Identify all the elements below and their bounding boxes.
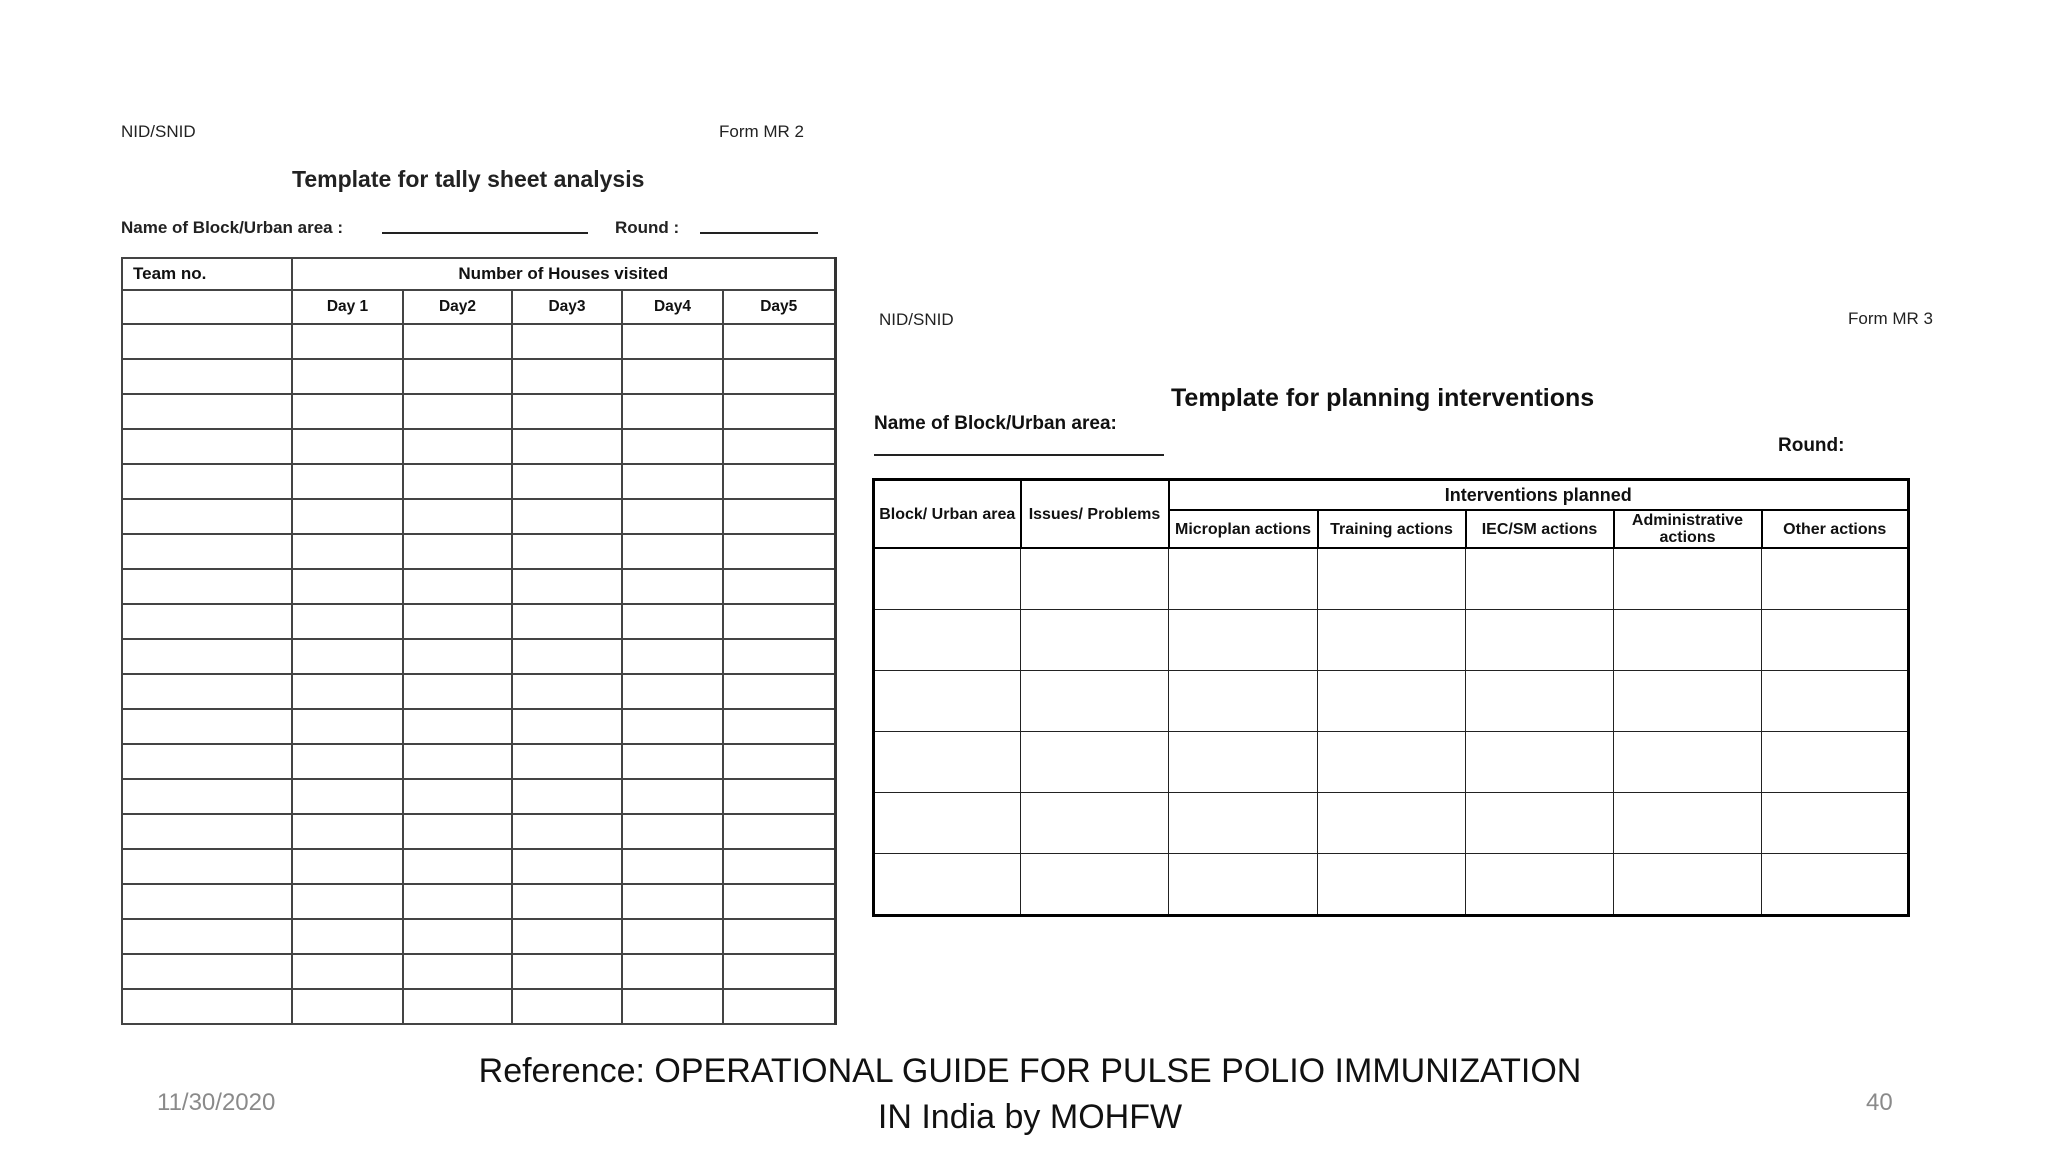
table-cell: [1762, 671, 1909, 732]
table-cell: [403, 989, 512, 1024]
col-block-urban: Block/ Urban area: [874, 480, 1021, 549]
mr2-title: Template for tally sheet analysis: [292, 166, 645, 192]
table-row: [874, 732, 1909, 793]
table-cell: [622, 884, 723, 919]
table-cell: [122, 639, 292, 674]
table-cell: [1021, 793, 1169, 854]
table-cell: [723, 709, 835, 744]
table-cell: [723, 814, 835, 849]
table-cell: [874, 671, 1021, 732]
col-interventions-planned: Interventions planned: [1169, 480, 1909, 511]
table-cell: [723, 674, 835, 709]
table-cell: [1466, 548, 1614, 610]
table-cell: [622, 639, 723, 674]
table-cell: [1021, 854, 1169, 916]
table-cell: [622, 744, 723, 779]
table-cell: [292, 464, 403, 499]
table-cell: [723, 884, 835, 919]
table-row: [122, 604, 835, 639]
table-cell: [292, 919, 403, 954]
table-row: [122, 464, 835, 499]
tally-sheet-table: [121, 257, 837, 1025]
table-cell: [512, 849, 622, 884]
table-cell: [403, 429, 512, 464]
table-cell: [1021, 610, 1169, 671]
table-row: [874, 610, 1909, 671]
table-cell: [403, 499, 512, 534]
table-cell: [403, 639, 512, 674]
table-cell: [622, 709, 723, 744]
table-cell: [403, 884, 512, 919]
col-houses-visited: Number of Houses visited: [292, 258, 835, 290]
col-administrative: Administrative actions: [1614, 510, 1762, 548]
table-cell: [723, 849, 835, 884]
table-cell: [723, 499, 835, 534]
table-cell: [874, 793, 1021, 854]
table-cell: [512, 744, 622, 779]
table-cell: [1466, 854, 1614, 916]
table-cell: [723, 464, 835, 499]
table-row: [122, 639, 835, 674]
col-team-no: Team no.: [122, 258, 292, 290]
table-row: [874, 671, 1909, 732]
mr3-header-left: NID/SNID: [879, 310, 954, 329]
table-cell: [1466, 793, 1614, 854]
table-cell: [622, 569, 723, 604]
table-cell: [1021, 671, 1169, 732]
mr2-round-label: Round :: [615, 218, 680, 237]
table-cell: [1614, 793, 1762, 854]
table-cell: [403, 534, 512, 569]
table-row: [122, 499, 835, 534]
table-cell: [723, 394, 835, 429]
table-cell: [122, 429, 292, 464]
planning-interventions-table: [872, 478, 1910, 917]
mr2-header-right: Form MR 2: [719, 122, 804, 141]
table-row: [122, 814, 835, 849]
table-cell: [1466, 610, 1614, 671]
table-cell: [403, 569, 512, 604]
table-cell: [403, 954, 512, 989]
table-cell: [512, 989, 622, 1024]
table-row: [122, 744, 835, 779]
table-cell: [622, 394, 723, 429]
tally-rows: [122, 324, 835, 1024]
table-cell: [1318, 671, 1466, 732]
table-cell: [122, 534, 292, 569]
table-cell: [403, 919, 512, 954]
table-cell: [403, 849, 512, 884]
table-cell: [1318, 610, 1466, 671]
col-team-blank: [122, 290, 292, 324]
table-cell: [292, 604, 403, 639]
table-cell: [122, 569, 292, 604]
table-cell: [122, 499, 292, 534]
table-cell: [122, 744, 292, 779]
table-cell: [1021, 548, 1169, 610]
table-cell: [512, 639, 622, 674]
col-issues: Issues/ Problems: [1021, 480, 1169, 549]
table-cell: [1762, 793, 1909, 854]
table-row: [122, 849, 835, 884]
table-row: [122, 534, 835, 569]
reference-line-2: IN India by MOHFW: [877, 1098, 1183, 1136]
table-cell: [512, 919, 622, 954]
table-cell: [723, 324, 835, 359]
table-cell: [122, 604, 292, 639]
table-cell: [1466, 671, 1614, 732]
table-row: [122, 989, 835, 1024]
table-cell: [1614, 854, 1762, 916]
table-cell: [622, 919, 723, 954]
col-day1: Day 1: [292, 290, 403, 324]
table-cell: [122, 779, 292, 814]
table-cell: [1021, 732, 1169, 793]
mr2-round-line: [700, 232, 818, 234]
table-cell: [512, 954, 622, 989]
table-cell: [122, 359, 292, 394]
table-cell: [1169, 854, 1318, 916]
table-cell: [122, 674, 292, 709]
table-row: [874, 793, 1909, 854]
table-cell: [1614, 732, 1762, 793]
table-cell: [403, 814, 512, 849]
table-row: [122, 394, 835, 429]
table-cell: [723, 429, 835, 464]
mr3-title: Template for planning interventions: [1171, 384, 1595, 412]
table-cell: [122, 394, 292, 429]
table-cell: [622, 464, 723, 499]
table-row: [122, 359, 835, 394]
table-cell: [1762, 854, 1909, 916]
table-cell: [1614, 548, 1762, 610]
table-cell: [292, 324, 403, 359]
table-cell: [622, 359, 723, 394]
table-cell: [122, 324, 292, 359]
table-cell: [292, 429, 403, 464]
table-cell: [723, 604, 835, 639]
col-day2: Day2: [403, 290, 512, 324]
table-cell: [403, 464, 512, 499]
table-row: [122, 429, 835, 464]
table-row: [122, 674, 835, 709]
table-cell: [292, 884, 403, 919]
col-day3: Day3: [512, 290, 622, 324]
slide-date: 11/30/2020: [157, 1089, 276, 1116]
table-row: [122, 919, 835, 954]
table-cell: [622, 604, 723, 639]
table-cell: [292, 779, 403, 814]
table-cell: [723, 534, 835, 569]
table-cell: [1169, 548, 1318, 610]
table-cell: [512, 674, 622, 709]
table-cell: [622, 499, 723, 534]
table-cell: [1318, 793, 1466, 854]
table-cell: [512, 464, 622, 499]
table-cell: [292, 709, 403, 744]
table-cell: [622, 674, 723, 709]
table-cell: [1169, 732, 1318, 793]
mr3-name-label: Name of Block/Urban area:: [874, 413, 1117, 434]
table-cell: [1318, 732, 1466, 793]
col-day4: Day4: [622, 290, 723, 324]
table-cell: [622, 429, 723, 464]
table-cell: [1169, 671, 1318, 732]
reference-line-1: Reference: OPERATIONAL GUIDE FOR PULSE POLIO IMMUNIZATION: [478, 1052, 1582, 1090]
table-cell: [122, 709, 292, 744]
table-cell: [292, 814, 403, 849]
table-cell: [292, 674, 403, 709]
table-cell: [292, 499, 403, 534]
table-cell: [723, 569, 835, 604]
table-cell: [512, 499, 622, 534]
table-row: [122, 569, 835, 604]
table-row: [122, 954, 835, 989]
table-cell: [512, 604, 622, 639]
mr3-name-line: [874, 454, 1164, 456]
table-cell: [512, 359, 622, 394]
mr2-header-left: NID/SNID: [121, 122, 196, 141]
col-day5: Day5: [723, 290, 835, 324]
table-cell: [122, 919, 292, 954]
table-cell: [403, 604, 512, 639]
table-cell: [403, 744, 512, 779]
mr2-name-line: [382, 232, 588, 234]
slide-number: 40: [1866, 1089, 1893, 1116]
table-row: [122, 779, 835, 814]
table-cell: [403, 359, 512, 394]
table-cell: [1318, 548, 1466, 610]
table-cell: [1169, 610, 1318, 671]
table-cell: [292, 569, 403, 604]
table-cell: [122, 954, 292, 989]
table-cell: [512, 884, 622, 919]
table-cell: [122, 989, 292, 1024]
table-cell: [512, 394, 622, 429]
table-cell: [1466, 732, 1614, 793]
table-cell: [512, 709, 622, 744]
table-cell: [292, 359, 403, 394]
table-cell: [403, 674, 512, 709]
table-cell: [292, 744, 403, 779]
table-cell: [723, 744, 835, 779]
col-training: Training actions: [1318, 510, 1466, 548]
col-microplan: Microplan actions: [1169, 510, 1318, 548]
table-cell: [1614, 610, 1762, 671]
table-cell: [512, 814, 622, 849]
table-cell: [292, 989, 403, 1024]
table-cell: [723, 989, 835, 1024]
table-cell: [874, 610, 1021, 671]
table-cell: [1762, 548, 1909, 610]
table-cell: [874, 548, 1021, 610]
table-cell: [292, 639, 403, 674]
table-cell: [122, 849, 292, 884]
table-cell: [622, 534, 723, 569]
table-cell: [512, 534, 622, 569]
table-cell: [403, 324, 512, 359]
table-cell: [622, 779, 723, 814]
table-row: [122, 324, 835, 359]
table-cell: [723, 919, 835, 954]
table-cell: [403, 709, 512, 744]
table-cell: [122, 464, 292, 499]
mr2-name-label: Name of Block/Urban area :: [121, 218, 344, 237]
table-cell: [292, 394, 403, 429]
table-cell: [1169, 793, 1318, 854]
table-cell: [1318, 854, 1466, 916]
table-cell: [1762, 732, 1909, 793]
table-cell: [292, 534, 403, 569]
table-cell: [622, 324, 723, 359]
planning-rows: [874, 548, 1909, 916]
table-cell: [403, 394, 512, 429]
table-cell: [622, 849, 723, 884]
table-cell: [622, 814, 723, 849]
table-row: [122, 884, 835, 919]
table-cell: [1762, 610, 1909, 671]
col-other: Other actions: [1762, 510, 1909, 548]
table-cell: [403, 779, 512, 814]
table-cell: [723, 639, 835, 674]
table-cell: [512, 569, 622, 604]
mr3-round-label: Round:: [1778, 435, 1845, 456]
table-cell: [512, 779, 622, 814]
table-cell: [723, 779, 835, 814]
table-cell: [122, 814, 292, 849]
table-row: [874, 548, 1909, 610]
table-cell: [622, 954, 723, 989]
table-cell: [122, 884, 292, 919]
col-iec-sm: IEC/SM actions: [1466, 510, 1614, 548]
table-cell: [512, 324, 622, 359]
table-cell: [622, 989, 723, 1024]
table-cell: [723, 954, 835, 989]
table-cell: [874, 854, 1021, 916]
table-cell: [1614, 671, 1762, 732]
table-cell: [292, 849, 403, 884]
table-cell: [723, 359, 835, 394]
table-cell: [874, 732, 1021, 793]
table-cell: [512, 429, 622, 464]
table-row: [122, 709, 835, 744]
mr3-header-right: Form MR 3: [1848, 309, 1933, 328]
table-cell: [292, 954, 403, 989]
reference-text: [430, 1048, 1630, 1140]
table-row: [874, 854, 1909, 916]
